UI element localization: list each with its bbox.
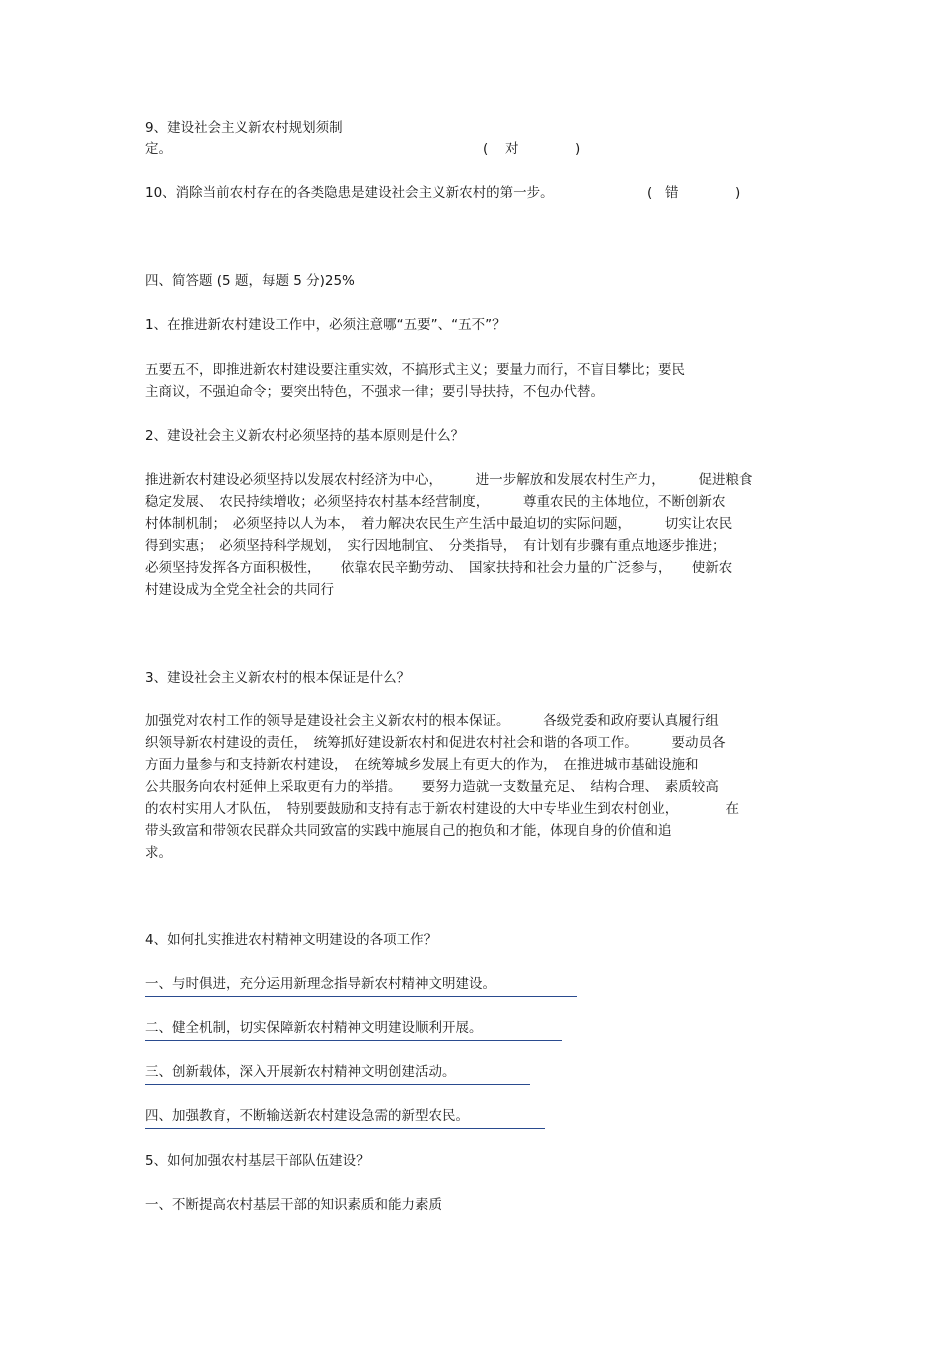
answer-line: 村建设成为全党全社会的共同行 [145,582,334,598]
answer-line: 一、不断提高农村基层干部的知识素质和能力素质 [145,1197,442,1213]
answer-line [145,1062,530,1085]
question-title: 2、建设社会主义新农村必须坚持的基本原则是什么？ [145,428,465,444]
q9-paren-open: ( [483,141,489,157]
underlined-answer: 一、与时俱进，充分运用新理念指导新农村精神文明建设。 [145,974,577,997]
answer-line: 的农村实用人才队伍， 特别要鼓励和支持有志于新农村建设的大中专毕业生到农村创业， 在 [145,801,739,817]
underlined-answer: 三、创新载体，深入开展新农村精神文明创建活动。 [145,1062,530,1085]
answer-line: 公共服务向农村延伸上采取更有力的举措。 要努力造就一支数量充足、 结构合理、 素质较高 [145,779,719,795]
answer-line [145,1018,562,1041]
answer-line: 得到实惠； 必须坚持科学规划， 实行因地制宜、 分类指导， 有计划有步骤有重点地逐步推进； [145,538,726,554]
underlined-answer: 四、加强教育，不断输送新农村建设急需的新型农民。 [145,1106,545,1129]
q9-answer: 对 [505,141,519,157]
q10-answer: 错 [665,185,679,201]
q9-line1: 9、建设社会主义新农村规划须制 [145,120,343,136]
answer-line: 推进新农村建设必须坚持以发展农村经济为中心， 进一步解放和发展农村生产力， 促进粮食 [145,472,753,488]
answer-line: 主商议，不强迫命令；要突出特色，不强求一律；要引导扶持，不包办代替。 [145,384,604,400]
answer-line [145,1106,545,1129]
q9-paren-close: ) [575,141,581,157]
question-title: 1、在推进新农村建设工作中，必须注意哪“五要”、“五不”？ [145,317,506,333]
answer-line [145,974,577,997]
q10-paren-close: ) [735,185,741,201]
answer-line: 稳定发展、 农民持续增收；必须坚持农村基本经营制度， 尊重农民的主体地位，不断创新农 [145,494,726,510]
answer-line: 加强党对农村工作的领导是建设社会主义新农村的根本保证。 各级党委和政府要认真履行组 [145,713,719,729]
q10-paren-open: ( [647,185,653,201]
answer-line: 方面力量参与和支持新农村建设， 在统筹城乡发展上有更大的作为， 在推进城市基础设施和 [145,757,699,773]
underlined-answer: 二、健全机制，切实保障新农村精神文明建设顺利开展。 [145,1018,562,1041]
q9-line2: 定。 [145,141,172,157]
question-title: 5、如何加强农村基层干部队伍建设？ [145,1153,370,1169]
q10-text: 10、消除当前农村存在的各类隐患是建设社会主义新农村的第一步。 [145,185,554,201]
section-heading: 四、简答题 (5 题，每题 5 分)25% [145,273,355,289]
question-title: 4、如何扎实推进农村精神文明建设的各项工作？ [145,932,438,948]
answer-line: 织领导新农村建设的责任， 统筹抓好建设新农村和促进农村社会和谐的各项工作。 要动员各 [145,735,726,751]
answer-line: 村体制机制； 必须坚持以人为本， 着力解决农民生产生活中最迫切的实际问题， 切实让农民 [145,516,733,532]
answer-line: 求。 [145,845,172,861]
answer-line: 五要五不，即推进新农村建设要注重实效，不搞形式主义；要量力而行，不盲目攀比；要民 [145,362,685,378]
answer-line: 必须坚持发挥各方面积极性， 依靠农民辛勤劳动、 国家扶持和社会力量的广泛参与， 使新农 [145,560,733,576]
question-title: 3、建设社会主义新农村的根本保证是什么？ [145,670,411,686]
answer-line: 带头致富和带领农民群众共同致富的实践中施展自己的抱负和才能，体现自身的价值和追 [145,823,672,839]
